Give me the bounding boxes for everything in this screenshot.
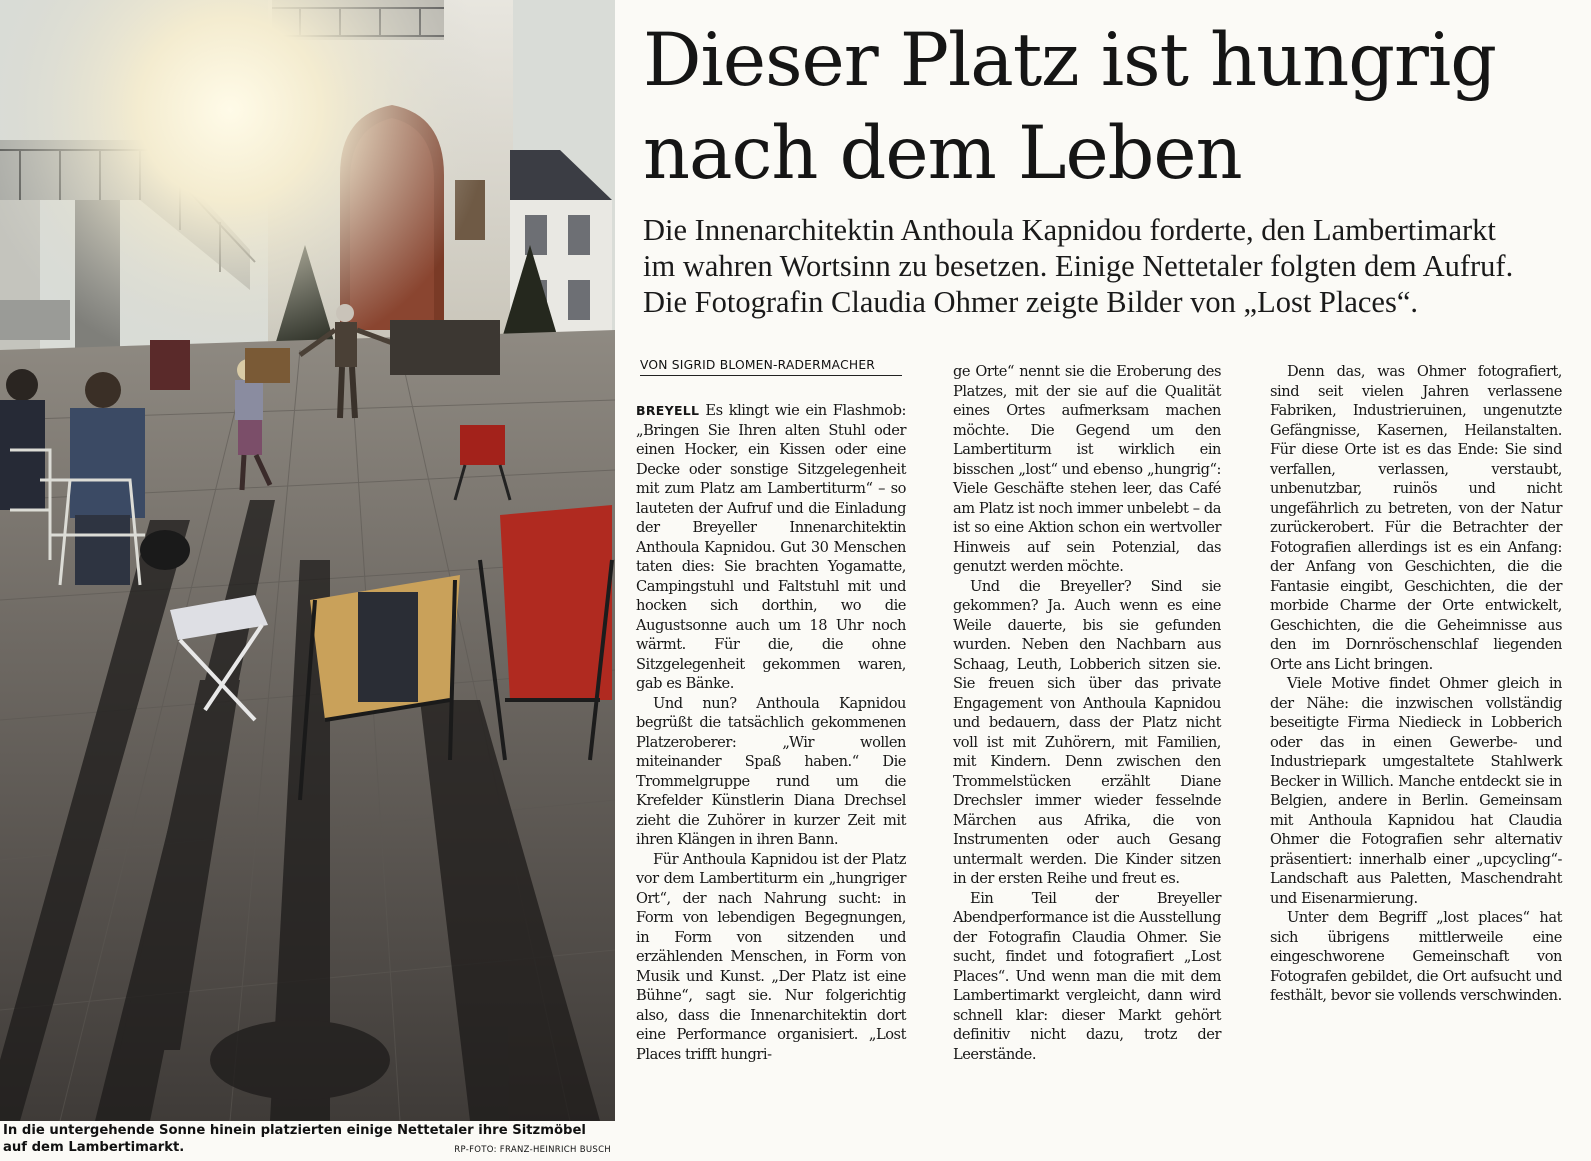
article-paragraph: Viele Motive findet Ohmer gleich in der Nähe: die inzwischen vollständig beseitigte Firma Niedieck in Lobberich oder das in einen Gewerbe- und Industriepark umgestaltete Stahlwerk Becker in Willich. Manche entdeckt sie in Belgien, andere in Berlin. Gemeinsam mit Anthoula Kapnidou hat Claudia Ohmer die Fotografien sehr alternativ präsentiert: innerhalb einer „upcycling“-Landschaft aus Paletten, Maschendraht und Eisenarmierung. [1270,675,1562,907]
byline: VON SIGRID BLOMEN-RADERMACHER [640,358,902,376]
article-paragraph: Unter dem Begriff „lost places“ hat sich übrigens mittlerweile eine eingeschworene Gemeinschaft von Fotografen gebildet, die Ort aufsucht und festhält, bevor sie vollends verschwinden. [1270,909,1562,1004]
subheadline-line-2: im wahren Wortsinn zu besetzen. Einige Nettetaler folgten dem Aufruf. [643,249,1514,283]
paragraph-text: Es klingt wie ein Flashmob: „Bringen Sie Ihren alten Stuhl oder einen Hocker, ein Kissen oder eine Decke oder sonstige Sitzgelegenheit mit zum Platz am Lambertiturm“ – so lauteten der Aufruf und die Einladung der Breyeller Innenarchitektin Anthoula Kapnidou. Gut 30 Menschen taten dies: Sie brachten Yogamatte, Campingstuhl und Faltstuhl mit und hocken sich dorthin, wo die Augustsonne auch um 18 Uhr noch wärmt. Für die, die ohne Sitzgelegenheit gekommen waren, gab es Bänke. [636,402,906,692]
article-paragraph: Für Anthoula Kapnidou ist der Platz vor dem Lambertiturm ein „hungriger Ort“, der nach Nahrung sucht: in Form von lebendigen Begegnungen, in Form von sitzenden und erzählenden Menschen, in Form von Musik und Kunst. „Der Platz ist eine Bühne“, sagt sie. Nur folgerichtig also, dass die Innenarchitektin dort eine Performance organisiert. „Lost Places trifft hungri- [636,850,906,1063]
article-photo [0,0,615,1121]
article-paragraph: Und die Breyeller? Sind sie gekommen? Ja. Auch wenn es eine Weile dauerte, bis sie gefunden wurden. Neben den Nachbarn aus Schaag, Leuth, Lobberich sitzen sie. Sie freuen sich über das private Engagement von Anthoula Kapnidou und bedauern, dass der Platz nicht voll ist mit Zuhörern, mit Familien, mit Kindern. Denn zwischen den Trommelstücken erzählt Diane Drechsler immer wieder fesselnde Märchen aus Afrika, die von Instrumenten oder auch Gesang untermalt werden. Die Kinder sitzen in der ersten Reihe und freut es. [953,577,1221,887]
article-column-2 [953,362,1221,1064]
article-paragraph: Ein Teil der Breyeller Abendperformance ist die Ausstellung der Fotografin Claudia Ohmer. Sie sucht, findet und fotografiert „Lost Places“. Und wenn man die mit dem Lambertimarkt vergleicht, dann wird schnell klar: dieser Markt gehört definitiv nicht dazu, trotz der Leerstände. [953,889,1221,1063]
article-column-3 [1270,362,1562,1006]
subheadline [643,212,1583,320]
photo-credit: RP-FOTO: FRANZ-HEINRICH BUSCH [454,1145,611,1155]
subheadline-line-1: Die Innenarchitektin Anthoula Kapnidou forderte, den Lambertimarkt [643,213,1496,247]
dateline: BREYELL [636,403,700,418]
subheadline-line-3: Die Fotografin Claudia Ohmer zeigte Bilder von „Lost Places“. [643,285,1418,319]
photo-caption [3,1122,613,1160]
article-paragraph: ge Orte“ nennt sie die Eroberung des Platzes, mit der sie auf die Qualität eines Ortes aufmerksam machen möchte. Die Gegend um den Lambertiturm ist wirklich ein bisschen „lost“ und ebenso „hungrig“: Viele Geschäfte stehen leer, das Café am Platz ist noch immer unbelebt – da ist so eine Aktion schon ein wertvoller Hinweis auf sein Potenzial, das genutzt werden möchte. [953,363,1221,575]
article-paragraph: Denn das, was Ohmer fotografiert, sind seit vielen Jahren verlassene Fabriken, Industrieruinen, ungenutzte Gefängnisse, Kasernen, Heilanstalten. Für diese Orte ist es das Ende: Sie sind verfallen, verlassen, verstaubt, unbenutzbar, ruinös und nicht ungefährlich zu betreten, von der Natur zurückerobert. Für die Betrachter der Fotografien allerdings ist es ein Anfang: der Anfang von Geschichten, die die Fantasie eingibt, Geschichten, die der morbide Charme der Orte entwickelt, Geschichten, die die Geheimnisse aus den im Dornröschenschlaf liegenden Orte ans Licht bringen. [1270,363,1562,673]
article-paragraph [636,401,906,694]
headline [643,14,1583,200]
article-paragraph: Und nun? Anthoula Kapnidou begrüßt die tatsächlich gekommenen Platzeroberer: „Wir wollen miteinander Spaß haben.“ Die Trommelgruppe rund um die Krefelder Künstlerin Diana Drechsel zieht die Zuhörer in kurzer Zeit mit ihren Klängen in ihren Bann. [636,694,906,848]
article-column-1 [636,401,906,1064]
headline-line-2: nach dem Leben [643,111,1242,196]
photo-caption-text: In die untergehende Sonne hinein platzierten einige Nettetaler ihre Sitzmöbel auf dem Lambertimarkt. [3,1123,586,1155]
headline-line-1: Dieser Platz ist hungrig [643,18,1496,103]
